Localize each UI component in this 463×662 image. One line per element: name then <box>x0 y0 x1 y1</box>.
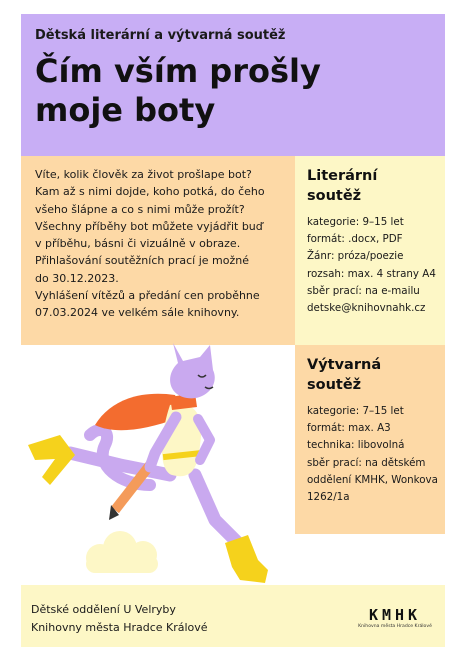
art-title-line-1: Výtvarná <box>307 357 382 373</box>
intro-line: do 30.12.2023. <box>35 271 119 285</box>
back-boot <box>28 435 75 485</box>
literary-email: detske@knihovnahk.cz <box>307 302 426 315</box>
art-title <box>307 355 439 395</box>
logo-mark: KMHK <box>368 606 422 624</box>
footer-address <box>31 601 208 637</box>
dust-cloud <box>86 531 158 573</box>
front-boot <box>225 535 268 583</box>
intro-text <box>35 166 289 322</box>
art-details <box>307 403 442 506</box>
art-collection: sběr prací: na dětském oddělení KMHK, Wonkova 1262/1a <box>307 456 438 504</box>
footer-line-2: Knihovny města Hradce Králové <box>31 621 208 634</box>
literary-format: formát: .docx, PDF <box>307 233 403 246</box>
intro-line: Přihlašování soutěžních prací je možné <box>35 254 249 268</box>
intro-block <box>21 156 295 345</box>
literary-category: kategorie: 9–15 let <box>307 216 404 228</box>
art-category: kategorie: 7–15 let <box>307 405 404 417</box>
intro-line: Víte, kolik člověk za život prošlape bot? <box>35 168 252 181</box>
art-format: formát: max. A3 <box>307 422 391 435</box>
intro-line: Vyhlášení vítězů a předání cen proběhne <box>35 289 260 303</box>
cat-front-leg <box>195 475 240 545</box>
art-competition-box <box>295 345 445 534</box>
cat-head <box>170 343 215 398</box>
literary-title-line-2: soutěž <box>307 188 362 204</box>
literary-title-line-1: Literární <box>307 168 378 184</box>
footer <box>21 585 445 647</box>
literary-details <box>307 214 442 317</box>
intro-line: 07.03.2024 ve velkém sále knihovny. <box>35 306 240 320</box>
literary-collection: sběr prací: na e-mailu <box>307 284 420 297</box>
intro-line: všeho šlápne a co s nimi může prožít? <box>35 202 245 216</box>
footer-line-1: Dětské oddělení U Velryby <box>31 603 176 616</box>
poster-subtitle: Dětská literární a výtvarná soutěž <box>35 28 286 43</box>
title-line-2: moje boty <box>35 91 216 129</box>
kmhk-logo <box>357 607 433 630</box>
art-title-line-2: soutěž <box>307 377 362 393</box>
title-line-1: Čím vším prošly <box>35 52 321 90</box>
literary-extent: rozsah: max. 4 strany A4 <box>307 267 436 280</box>
intro-line: v příběhu, básni či vizuálně v obraze. <box>35 237 241 251</box>
literary-competition-box <box>295 156 445 345</box>
header-banner <box>21 14 445 156</box>
running-cat-illustration <box>0 335 300 590</box>
literary-title <box>307 166 439 206</box>
intro-line: Všechny příběhy bot můžete vyjádřit buď <box>35 219 263 233</box>
logo-subtitle: Knihovna města Hradce Králové <box>358 624 432 629</box>
art-technique: technika: libovolná <box>307 439 405 452</box>
intro-line: Kam až s nimi dojde, koho potká, do čeho <box>35 185 265 199</box>
literary-genre: Žánr: próza/poezie <box>307 250 404 263</box>
poster-title <box>35 52 321 130</box>
